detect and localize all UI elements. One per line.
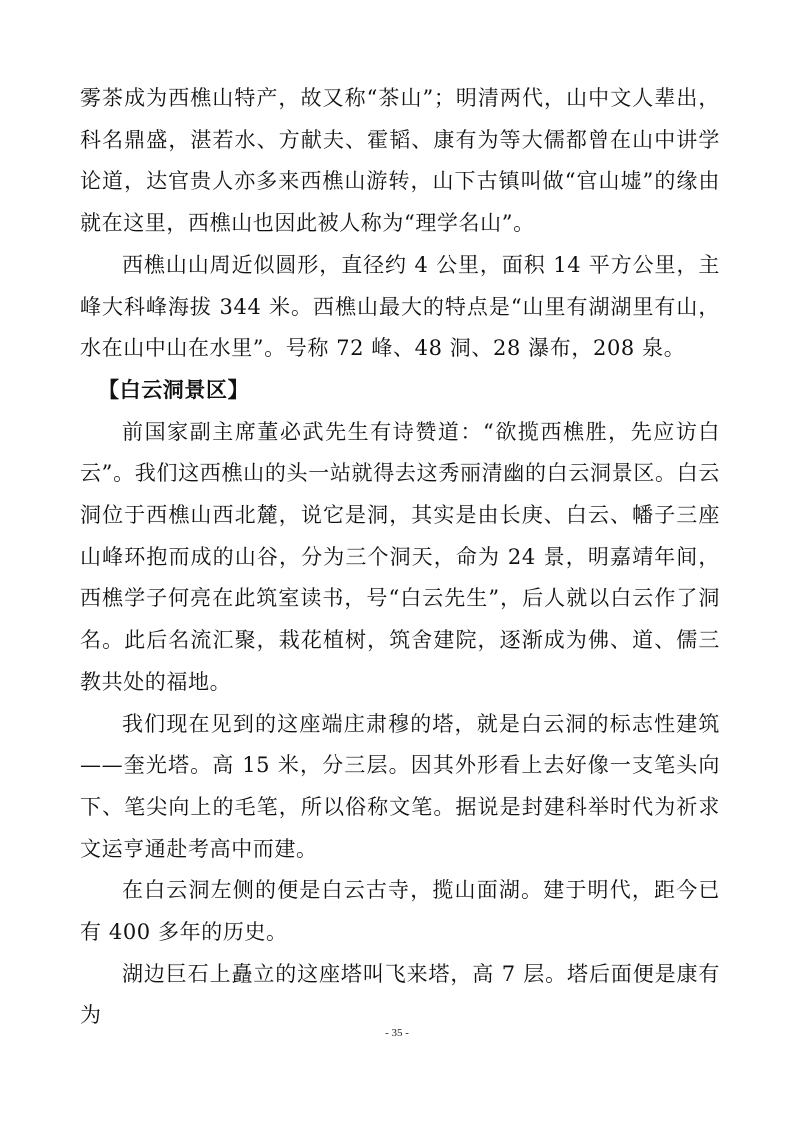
- paragraph-feilai-pagoda: 湖边巨石上矗立的这座塔叫飞来塔，高 7 层。塔后面便是康有为: [80, 961, 720, 1028]
- paragraph-baiyun-temple: 在白云洞左侧的便是白云古寺，揽山面湖。建于明代，距今已有 400 多年的历史。: [80, 878, 720, 945]
- paragraph-tea-mountain: 雾茶成为西樵山特产，故又称“茶山”；明清两代，山中文人辈出，科名鼎盛，湛若水、方献夫、霍韬、康有为等大儒都曾在山中讲学论道，达官贵人亦多来西樵山游转，山下古镇叫做“官山墟”的缘由就在这里，西樵山也因此被人称为“理学名山”。: [80, 86, 720, 236]
- document-body: [80, 78, 720, 1037]
- paragraph-mountain-geography: 西樵山山周近似圆形，直径约 4 公里，面积 14 平方公里，主峰大科峰海拔 344 米。西樵山最大的特点是“山里有湖湖里有山，水在山中山在水里”。号称 72 峰、48 洞、28 瀑布，208 泉。: [80, 252, 720, 361]
- paragraph-baiyun-cave-intro: 前国家副主席董必武先生有诗赞道：“欲揽西樵胜，先应访白云”。我们这西樵山的头一站就得去这秀丽清幽的白云洞景区。白云洞位于西樵山西北麓，说它是洞，其实是由长庚、白云、幡子三座山峰环抱而成的山谷，分为三个洞天，命为 24 景，明嘉靖年间，西樵学子何亮在此筑室读书，号“白云先生”，后人就以白云作了洞名。此后名流汇聚，栽花植树，筑舍建院，逐渐成为佛、道、儒三教共处的福地。: [80, 419, 720, 694]
- section-heading-baiyun-cave: 【白云洞景区】: [98, 377, 250, 402]
- page-number: - 35 -: [385, 1027, 409, 1039]
- paragraph-kuiguang-pagoda: 我们现在见到的这座端庄肃穆的塔，就是白云洞的标志性建筑——奎光塔。高 15 米，分三层。因其外形看上去好像一支笔头向下、笔尖向上的毛笔，所以俗称文笔。据说是封建科举时代为祈求文运亨通赴考高中而建。: [80, 711, 720, 861]
